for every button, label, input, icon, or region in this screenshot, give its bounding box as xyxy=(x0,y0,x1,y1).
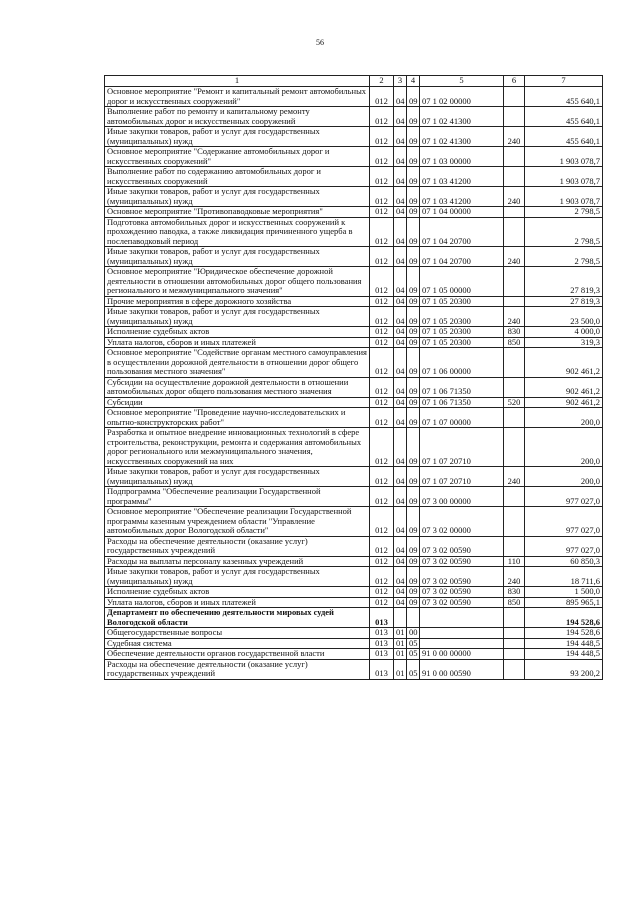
table-row xyxy=(105,567,603,587)
row-section-cell: 04 xyxy=(394,487,407,507)
row-target-article-cell: 91 0 00 00590 xyxy=(420,659,504,679)
row-expense-type-cell xyxy=(504,408,525,428)
row-amount-cell: 455 640,1 xyxy=(525,127,603,147)
row-code-cell: 012 xyxy=(370,337,394,348)
row-target-article-cell: 07 1 06 71350 xyxy=(420,377,504,397)
row-name-cell: Исполнение судебных актов xyxy=(105,587,370,598)
row-code-cell: 012 xyxy=(370,377,394,397)
row-subsection-cell: 05 xyxy=(407,638,420,649)
row-section-cell: 04 xyxy=(394,556,407,567)
row-expense-type-cell xyxy=(504,147,525,167)
row-section-cell: 04 xyxy=(394,187,407,207)
row-name-cell: Расходы на обеспечение деятельности (оказание услуг) государственных учреждений xyxy=(105,659,370,679)
row-code-cell: 012 xyxy=(370,127,394,147)
header-cell: 5 xyxy=(420,76,504,87)
row-amount-cell: 1 903 078,7 xyxy=(525,167,603,187)
row-code-cell: 012 xyxy=(370,408,394,428)
row-section-cell: 04 xyxy=(394,536,407,556)
table-row xyxy=(105,87,603,107)
table-row xyxy=(105,337,603,348)
row-section-cell: 01 xyxy=(394,649,407,660)
row-amount-cell: 93 200,2 xyxy=(525,659,603,679)
row-expense-type-cell: 240 xyxy=(504,307,525,327)
row-subsection-cell: 09 xyxy=(407,467,420,487)
row-expense-type-cell xyxy=(504,628,525,639)
table-row xyxy=(105,628,603,639)
row-code-cell: 013 xyxy=(370,659,394,679)
row-target-article-cell: 07 1 03 41200 xyxy=(420,167,504,187)
row-expense-type-cell: 850 xyxy=(504,337,525,348)
row-section-cell: 04 xyxy=(394,217,407,247)
row-code-cell: 012 xyxy=(370,296,394,307)
row-target-article-cell: 07 3 02 00590 xyxy=(420,556,504,567)
row-target-article-cell xyxy=(420,608,504,628)
table-row xyxy=(105,638,603,649)
row-code-cell: 012 xyxy=(370,556,394,567)
row-target-article-cell: 07 1 05 20300 xyxy=(420,307,504,327)
table-row xyxy=(105,348,603,378)
table-row xyxy=(105,608,603,628)
row-name-cell: Уплата налогов, сборов и иных платежей xyxy=(105,337,370,348)
row-subsection-cell: 09 xyxy=(407,348,420,378)
row-name-cell: Основное мероприятие "Обеспечение реализации Государственной программы казенным учреждением области "Управление автомобильных дорог Вологодской области" xyxy=(105,507,370,537)
row-code-cell: 012 xyxy=(370,348,394,378)
row-amount-cell: 23 500,0 xyxy=(525,307,603,327)
row-section-cell: 04 xyxy=(394,307,407,327)
row-amount-cell: 977 027,0 xyxy=(525,507,603,537)
row-target-article-cell: 07 1 07 20710 xyxy=(420,428,504,467)
row-target-article-cell xyxy=(420,638,504,649)
row-code-cell: 012 xyxy=(370,107,394,127)
row-name-cell: Субсидии xyxy=(105,397,370,408)
row-amount-cell: 2 798,5 xyxy=(525,217,603,247)
row-amount-cell: 1 500,0 xyxy=(525,587,603,598)
row-target-article-cell: 07 3 02 00590 xyxy=(420,536,504,556)
row-amount-cell: 4 000,0 xyxy=(525,327,603,338)
page-number: 56 xyxy=(316,38,324,47)
row-target-article-cell: 07 3 02 00590 xyxy=(420,587,504,598)
row-subsection-cell: 09 xyxy=(407,296,420,307)
row-section-cell: 04 xyxy=(394,207,407,218)
row-section-cell: 04 xyxy=(394,428,407,467)
row-amount-cell: 200,0 xyxy=(525,467,603,487)
row-target-article-cell: 07 1 06 00000 xyxy=(420,348,504,378)
row-code-cell: 012 xyxy=(370,428,394,467)
row-subsection-cell: 09 xyxy=(407,247,420,267)
row-subsection-cell: 09 xyxy=(407,127,420,147)
header-cell: 1 xyxy=(105,76,370,87)
row-target-article-cell: 07 1 05 20300 xyxy=(420,327,504,338)
row-amount-cell: 319,3 xyxy=(525,337,603,348)
row-code-cell: 012 xyxy=(370,167,394,187)
row-name-cell: Расходы на выплаты персоналу казенных учреждений xyxy=(105,556,370,567)
row-amount-cell: 1 903 078,7 xyxy=(525,147,603,167)
row-code-cell: 012 xyxy=(370,147,394,167)
table-row xyxy=(105,207,603,218)
row-section-cell: 01 xyxy=(394,628,407,639)
table-row xyxy=(105,556,603,567)
row-name-cell: Прочие мероприятия в сфере дорожного хозяйства xyxy=(105,296,370,307)
row-expense-type-cell xyxy=(504,536,525,556)
row-section-cell: 04 xyxy=(394,87,407,107)
row-subsection-cell: 09 xyxy=(407,377,420,397)
row-expense-type-cell xyxy=(504,649,525,660)
row-expense-type-cell xyxy=(504,267,525,297)
row-code-cell: 012 xyxy=(370,207,394,218)
row-subsection-cell: 09 xyxy=(407,397,420,408)
row-name-cell: Основное мероприятие "Противопаводковые мероприятия" xyxy=(105,207,370,218)
table-row xyxy=(105,659,603,679)
table-row xyxy=(105,507,603,537)
row-subsection-cell: 00 xyxy=(407,628,420,639)
row-name-cell: Иные закупки товаров, работ и услуг для государственных (муниципальных) нужд xyxy=(105,247,370,267)
row-amount-cell: 1 903 078,7 xyxy=(525,187,603,207)
row-target-article-cell: 07 1 03 00000 xyxy=(420,147,504,167)
row-name-cell: Уплата налогов, сборов и иных платежей xyxy=(105,597,370,608)
row-amount-cell: 902 461,2 xyxy=(525,397,603,408)
row-amount-cell: 902 461,2 xyxy=(525,377,603,397)
table-row xyxy=(105,428,603,467)
row-target-article-cell: 07 3 02 00590 xyxy=(420,597,504,608)
row-section-cell: 04 xyxy=(394,587,407,598)
row-target-article-cell: 07 1 05 20300 xyxy=(420,296,504,307)
row-subsection-cell: 09 xyxy=(407,597,420,608)
row-subsection-cell: 09 xyxy=(407,536,420,556)
row-section-cell xyxy=(394,608,407,628)
row-section-cell: 04 xyxy=(394,337,407,348)
row-expense-type-cell xyxy=(504,428,525,467)
row-name-cell: Основное мероприятие "Ремонт и капитальный ремонт автомобильных дорог и искусственных сооружений" xyxy=(105,87,370,107)
row-subsection-cell: 09 xyxy=(407,556,420,567)
row-expense-type-cell xyxy=(504,348,525,378)
row-target-article-cell: 07 1 07 20710 xyxy=(420,467,504,487)
row-expense-type-cell: 240 xyxy=(504,247,525,267)
row-target-article-cell: 07 3 02 00000 xyxy=(420,507,504,537)
row-code-cell: 012 xyxy=(370,536,394,556)
table-row xyxy=(105,397,603,408)
row-target-article-cell: 07 1 05 00000 xyxy=(420,267,504,297)
row-target-article-cell: 07 1 03 41200 xyxy=(420,187,504,207)
row-code-cell: 013 xyxy=(370,649,394,660)
row-amount-cell: 194 448,5 xyxy=(525,638,603,649)
row-target-article-cell: 07 1 02 41300 xyxy=(420,127,504,147)
row-section-cell: 04 xyxy=(394,247,407,267)
row-subsection-cell: 09 xyxy=(407,167,420,187)
row-amount-cell: 977 027,0 xyxy=(525,487,603,507)
row-amount-cell: 455 640,1 xyxy=(525,107,603,127)
row-code-cell: 012 xyxy=(370,467,394,487)
row-target-article-cell: 07 3 02 00590 xyxy=(420,567,504,587)
table-row xyxy=(105,327,603,338)
row-name-cell: Субсидии на осуществление дорожной деятельности в отношении автомобильных дорог общего пользования местного значения xyxy=(105,377,370,397)
table-row xyxy=(105,487,603,507)
row-subsection-cell: 09 xyxy=(407,487,420,507)
row-amount-cell: 2 798,5 xyxy=(525,207,603,218)
row-expense-type-cell: 240 xyxy=(504,467,525,487)
row-name-cell: Подпрограмма "Обеспечение реализации Государственной программы" xyxy=(105,487,370,507)
row-name-cell: Основное мероприятие "Проведение научно-исследовательских и опытно-конструкторских работ" xyxy=(105,408,370,428)
row-subsection-cell: 09 xyxy=(407,587,420,598)
table-row xyxy=(105,107,603,127)
row-name-cell: Расходы на обеспечение деятельности (оказание услуг) государственных учреждений xyxy=(105,536,370,556)
row-code-cell: 013 xyxy=(370,608,394,628)
row-amount-cell: 18 711,6 xyxy=(525,567,603,587)
row-section-cell: 01 xyxy=(394,638,407,649)
row-subsection-cell xyxy=(407,608,420,628)
row-section-cell: 04 xyxy=(394,377,407,397)
row-section-cell: 04 xyxy=(394,147,407,167)
row-name-cell: Выполнение работ по ремонту и капитальному ремонту автомобильных дорог и искусственных сооружений xyxy=(105,107,370,127)
row-name-cell: Иные закупки товаров, работ и услуг для государственных (муниципальных) нужд xyxy=(105,567,370,587)
row-subsection-cell: 09 xyxy=(407,187,420,207)
row-subsection-cell: 05 xyxy=(407,649,420,660)
row-subsection-cell: 09 xyxy=(407,87,420,107)
row-name-cell: Иные закупки товаров, работ и услуг для государственных (муниципальных) нужд xyxy=(105,127,370,147)
table-row xyxy=(105,267,603,297)
row-subsection-cell: 09 xyxy=(407,337,420,348)
row-expense-type-cell xyxy=(504,377,525,397)
row-section-cell: 04 xyxy=(394,107,407,127)
table-row xyxy=(105,597,603,608)
row-expense-type-cell xyxy=(504,608,525,628)
header-cell: 4 xyxy=(407,76,420,87)
row-section-cell: 04 xyxy=(394,408,407,428)
row-section-cell: 04 xyxy=(394,397,407,408)
row-code-cell: 012 xyxy=(370,587,394,598)
row-expense-type-cell xyxy=(504,507,525,537)
row-section-cell: 04 xyxy=(394,467,407,487)
row-target-article-cell: 07 1 04 20700 xyxy=(420,217,504,247)
row-target-article-cell: 07 1 06 71350 xyxy=(420,397,504,408)
row-section-cell: 04 xyxy=(394,267,407,297)
row-amount-cell: 902 461,2 xyxy=(525,348,603,378)
row-amount-cell: 895 965,1 xyxy=(525,597,603,608)
row-expense-type-cell: 850 xyxy=(504,597,525,608)
table-row xyxy=(105,217,603,247)
row-code-cell: 012 xyxy=(370,217,394,247)
table-row xyxy=(105,167,603,187)
row-target-article-cell: 07 1 05 20300 xyxy=(420,337,504,348)
row-name-cell: Основное мероприятие "Содействие органам местного самоуправления в осуществлении дорожной деятельности в отношении дорог общего пользования местного значения" xyxy=(105,348,370,378)
row-amount-cell: 200,0 xyxy=(525,408,603,428)
table-row xyxy=(105,187,603,207)
row-amount-cell: 455 640,1 xyxy=(525,87,603,107)
row-expense-type-cell xyxy=(504,167,525,187)
row-section-cell: 04 xyxy=(394,567,407,587)
row-code-cell: 012 xyxy=(370,267,394,297)
row-expense-type-cell xyxy=(504,296,525,307)
row-amount-cell: 194 528,6 xyxy=(525,608,603,628)
row-name-cell: Обеспечение деятельности органов государственной власти xyxy=(105,649,370,660)
row-subsection-cell: 09 xyxy=(407,207,420,218)
row-subsection-cell: 09 xyxy=(407,428,420,467)
row-name-cell: Выполнение работ по содержанию автомобильных дорог и искусственных сооружений xyxy=(105,167,370,187)
row-expense-type-cell xyxy=(504,207,525,218)
row-name-cell: Основное мероприятие "Содержание автомобильных дорог и искусственных сооружений" xyxy=(105,147,370,167)
row-name-cell: Судебная система xyxy=(105,638,370,649)
row-target-article-cell: 07 1 07 00000 xyxy=(420,408,504,428)
row-target-article-cell: 07 1 04 20700 xyxy=(420,247,504,267)
row-section-cell: 04 xyxy=(394,327,407,338)
row-code-cell: 013 xyxy=(370,638,394,649)
row-expense-type-cell: 830 xyxy=(504,327,525,338)
row-section-cell: 04 xyxy=(394,507,407,537)
row-code-cell: 012 xyxy=(370,397,394,408)
table-row xyxy=(105,127,603,147)
row-subsection-cell: 09 xyxy=(407,327,420,338)
header-cell: 7 xyxy=(525,76,603,87)
row-code-cell: 012 xyxy=(370,567,394,587)
row-expense-type-cell: 110 xyxy=(504,556,525,567)
row-name-cell: Основное мероприятие "Юридическое обеспечение дорожной деятельности в отношении автомобильных дорог общего пользования регионального и межмуниципального значения" xyxy=(105,267,370,297)
row-code-cell: 013 xyxy=(370,628,394,639)
row-section-cell: 04 xyxy=(394,296,407,307)
row-expense-type-cell: 830 xyxy=(504,587,525,598)
row-name-cell: Разработка и опытное внедрение инновационных технологий в сфере строительства, реконструкции, ремонта и содержания автомобильных дорог регионального или межмуниципального значения, искусственных сооружений на них xyxy=(105,428,370,467)
row-subsection-cell: 09 xyxy=(407,507,420,537)
row-amount-cell: 194 448,5 xyxy=(525,649,603,660)
row-amount-cell: 194 528,6 xyxy=(525,628,603,639)
row-subsection-cell: 05 xyxy=(407,659,420,679)
header-cell: 3 xyxy=(394,76,407,87)
row-amount-cell: 977 027,0 xyxy=(525,536,603,556)
row-name-cell: Общегосударственные вопросы xyxy=(105,628,370,639)
table-row xyxy=(105,536,603,556)
row-target-article-cell: 07 1 02 41300 xyxy=(420,107,504,127)
row-section-cell: 04 xyxy=(394,127,407,147)
row-name-cell: Иные закупки товаров, работ и услуг для государственных (муниципальных) нужд xyxy=(105,307,370,327)
budget-table xyxy=(104,75,603,680)
table-row xyxy=(105,296,603,307)
table-row xyxy=(105,467,603,487)
row-expense-type-cell xyxy=(504,107,525,127)
row-subsection-cell: 09 xyxy=(407,267,420,297)
row-section-cell: 04 xyxy=(394,597,407,608)
row-name-cell: Подготовка автомобильных дорог и искусственных сооружений к прохождению паводка, а также ликвидация причиненного ущерба в послепаводковый период xyxy=(105,217,370,247)
row-amount-cell: 60 850,3 xyxy=(525,556,603,567)
table-row xyxy=(105,307,603,327)
row-subsection-cell: 09 xyxy=(407,567,420,587)
row-target-article-cell: 07 1 02 00000 xyxy=(420,87,504,107)
row-code-cell: 012 xyxy=(370,307,394,327)
row-code-cell: 012 xyxy=(370,327,394,338)
table-row xyxy=(105,247,603,267)
row-amount-cell: 2 798,5 xyxy=(525,247,603,267)
row-amount-cell: 27 819,3 xyxy=(525,267,603,297)
table-row xyxy=(105,147,603,167)
row-subsection-cell: 09 xyxy=(407,408,420,428)
row-expense-type-cell: 520 xyxy=(504,397,525,408)
table-row xyxy=(105,408,603,428)
row-code-cell: 012 xyxy=(370,487,394,507)
row-code-cell: 012 xyxy=(370,507,394,537)
row-expense-type-cell: 240 xyxy=(504,127,525,147)
row-subsection-cell: 09 xyxy=(407,307,420,327)
row-name-cell: Департамент по обеспечению деятельности мировых судей Вологодской области xyxy=(105,608,370,628)
row-subsection-cell: 09 xyxy=(407,107,420,127)
row-code-cell: 012 xyxy=(370,87,394,107)
row-section-cell: 04 xyxy=(394,348,407,378)
row-target-article-cell: 07 3 00 00000 xyxy=(420,487,504,507)
table-row xyxy=(105,649,603,660)
row-code-cell: 012 xyxy=(370,187,394,207)
row-subsection-cell: 09 xyxy=(407,147,420,167)
header-cell: 2 xyxy=(370,76,394,87)
row-expense-type-cell xyxy=(504,87,525,107)
row-expense-type-cell: 240 xyxy=(504,187,525,207)
row-name-cell: Иные закупки товаров, работ и услуг для государственных (муниципальных) нужд xyxy=(105,467,370,487)
row-target-article-cell xyxy=(420,628,504,639)
row-amount-cell: 27 819,3 xyxy=(525,296,603,307)
row-expense-type-cell xyxy=(504,659,525,679)
row-code-cell: 012 xyxy=(370,597,394,608)
row-subsection-cell: 09 xyxy=(407,217,420,247)
table-row xyxy=(105,377,603,397)
row-name-cell: Исполнение судебных актов xyxy=(105,327,370,338)
row-expense-type-cell xyxy=(504,217,525,247)
row-section-cell: 01 xyxy=(394,659,407,679)
header-cell: 6 xyxy=(504,76,525,87)
row-expense-type-cell: 240 xyxy=(504,567,525,587)
row-expense-type-cell xyxy=(504,487,525,507)
row-section-cell: 04 xyxy=(394,167,407,187)
row-name-cell: Иные закупки товаров, работ и услуг для государственных (муниципальных) нужд xyxy=(105,187,370,207)
table-row xyxy=(105,587,603,598)
row-target-article-cell: 07 1 04 00000 xyxy=(420,207,504,218)
row-code-cell: 012 xyxy=(370,247,394,267)
header-row xyxy=(105,76,603,87)
row-amount-cell: 200,0 xyxy=(525,428,603,467)
row-expense-type-cell xyxy=(504,638,525,649)
row-target-article-cell: 91 0 00 00000 xyxy=(420,649,504,660)
